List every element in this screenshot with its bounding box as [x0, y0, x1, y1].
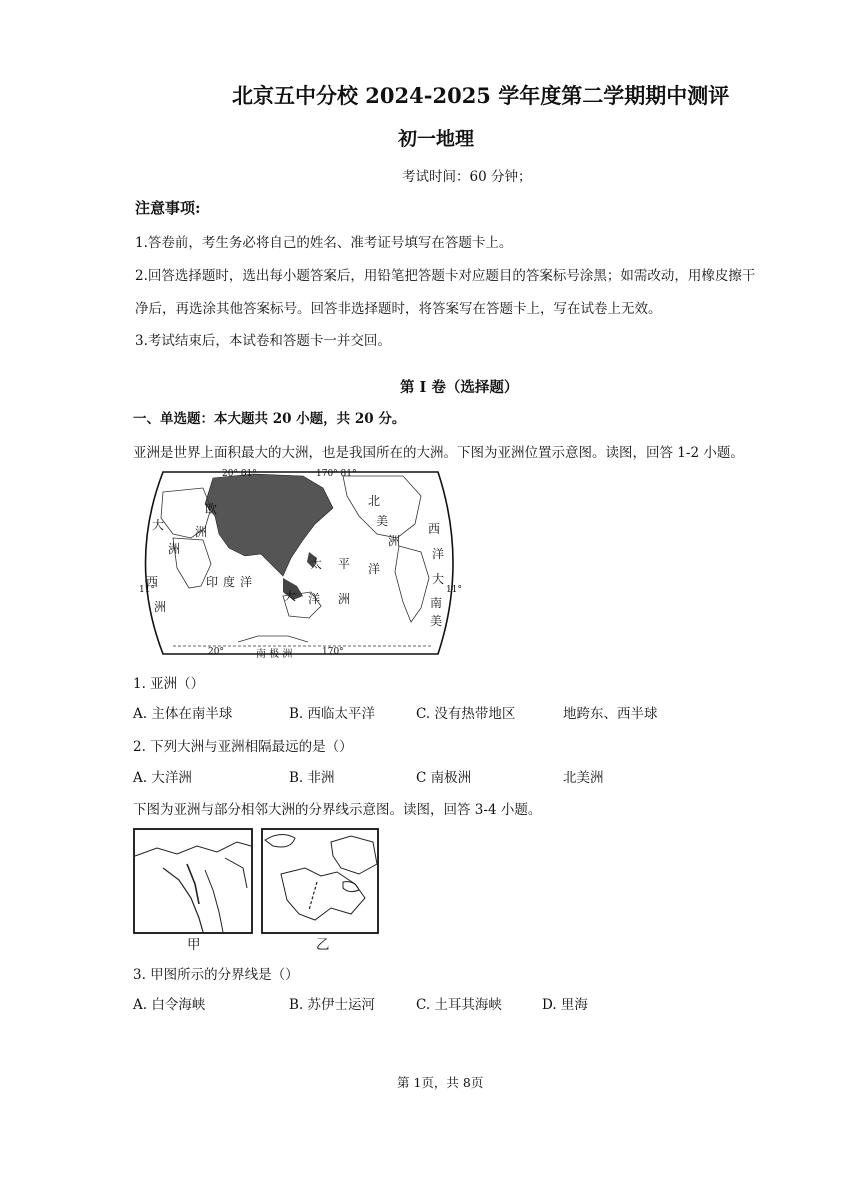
- map-label-top-right: 170° 81°: [316, 469, 357, 479]
- map-label-bottom-right: 170°: [322, 647, 344, 657]
- question-1-option-c: C. 没有热带地区: [416, 706, 516, 722]
- map-label-atlantic-3: 洋: [432, 547, 445, 561]
- map-label-atlantic-2: 西: [428, 522, 441, 536]
- map-label-west-atlantic-1: 大: [432, 572, 445, 586]
- map-label-pacific-3: 洋: [368, 562, 381, 576]
- question-2-option-b: B. 非洲: [289, 770, 335, 786]
- intro-text-1: 亚洲是世界上面积最大的大洲，也是我国所在的大洲。下图为亚洲位置示意图。读图，回答 1-2 小题。: [133, 445, 744, 461]
- notes-item-1: 1.答卷前，考生务必将自己的姓名、准考证号填写在答题卡上。: [135, 235, 513, 251]
- map-label-indian-1: 印: [206, 575, 219, 589]
- map-label-oceania-1: 大: [284, 589, 297, 603]
- part-heading: 一、单选题：本大题共 20 小题，共 20 分。: [133, 411, 406, 427]
- map-label-sa-2: 美: [430, 614, 443, 628]
- question-3-option-b: B. 苏伊士运河: [289, 997, 376, 1013]
- question-3-option-a: A. 白令海峡: [133, 997, 206, 1013]
- section-title: 第 I 卷（选择题）: [400, 379, 519, 396]
- question-2-option-d: 北美洲: [563, 770, 604, 786]
- map-label-pacific-1: 太: [310, 557, 323, 571]
- map-label-indian-2: 度: [223, 575, 236, 589]
- map-label-europe-2: 洲: [195, 525, 208, 539]
- map-label-europe: 欧: [205, 502, 218, 516]
- map-label-oceania-3: 洲: [338, 592, 351, 606]
- map-label-pacific-2: 平: [338, 557, 351, 571]
- question-2-option-c: C 南极洲: [416, 770, 472, 786]
- boundary-map-caption-yi: 乙: [316, 937, 330, 953]
- exam-title: 北京五中分校 2024-2025 学年度第二学期期中测评: [232, 83, 730, 108]
- boundary-map-caption-jia: 甲: [187, 937, 201, 953]
- intro-text-2: 下图为亚洲与部分相邻大洲的分界线示意图。读图，回答 3-4 小题。: [133, 802, 542, 818]
- map-label-west-atlantic-2: 西: [146, 575, 159, 589]
- map-label-sa-3: 洲: [154, 600, 167, 614]
- exam-time: 考试时间：60 分钟；: [402, 169, 532, 185]
- map-label-na-2: 美: [376, 514, 389, 528]
- map-label-na-3: 洲: [388, 534, 401, 548]
- notes-item-2-line-1: 2.回答选择题时，选出每小题答案后，用铅笔把答题卡对应题目的答案标号涂黑；如需改动，用橡皮擦干: [135, 268, 756, 284]
- subject-title: 初一地理: [398, 128, 475, 150]
- map-label-lat-right: 11°: [446, 585, 462, 595]
- notes-item-2-line-2: 净后，再选涂其他答案标号。回答非选择题时，将答案写在答题卡上，写在试卷上无效。: [135, 301, 662, 317]
- page-footer: 第 1页，共 8页: [397, 1075, 484, 1090]
- question-2-option-a: A. 大洋洲: [133, 770, 192, 786]
- map-label-top-left: 20° 81°: [222, 469, 257, 479]
- question-1-option-a: A. 主体在南半球: [133, 706, 233, 722]
- map-label-atlantic-1: 大: [152, 518, 165, 532]
- map-label-bottom-left: 20°: [208, 647, 224, 657]
- question-1-option-b: B. 西临太平洋: [289, 706, 376, 722]
- map-label-sa-1: 南: [430, 596, 443, 610]
- question-3-option-c: C. 土耳其海峡: [416, 997, 502, 1013]
- asia-location-map: [133, 468, 463, 658]
- boundary-map-jia: [133, 828, 253, 934]
- question-3-option-d: D. 里海: [542, 997, 588, 1013]
- map-label-oceania-2: 洋: [308, 592, 321, 606]
- map-label-indian-3: 洋: [240, 575, 253, 589]
- map-label-na-1: 北: [368, 494, 381, 508]
- map-label-lat-left: 11°: [139, 585, 155, 595]
- question-1-option-d: 地跨东、西半球: [563, 706, 658, 722]
- question-3-stem: 3. 甲图所示的分界线是（）: [133, 967, 299, 983]
- notes-item-3: 3.考试结束后，本试卷和答题卡一并交回。: [135, 333, 391, 349]
- question-2-stem: 2. 下列大洲与亚洲相隔最远的是（）: [133, 739, 353, 755]
- question-1-stem: 1. 亚洲（）: [133, 676, 205, 692]
- notes-heading: 注意事项:: [135, 199, 201, 217]
- map-label-atlantic-4: 洲: [168, 542, 181, 556]
- boundary-map-yi: [261, 828, 379, 934]
- map-label-antarctica: 南 极 洲: [256, 649, 293, 660]
